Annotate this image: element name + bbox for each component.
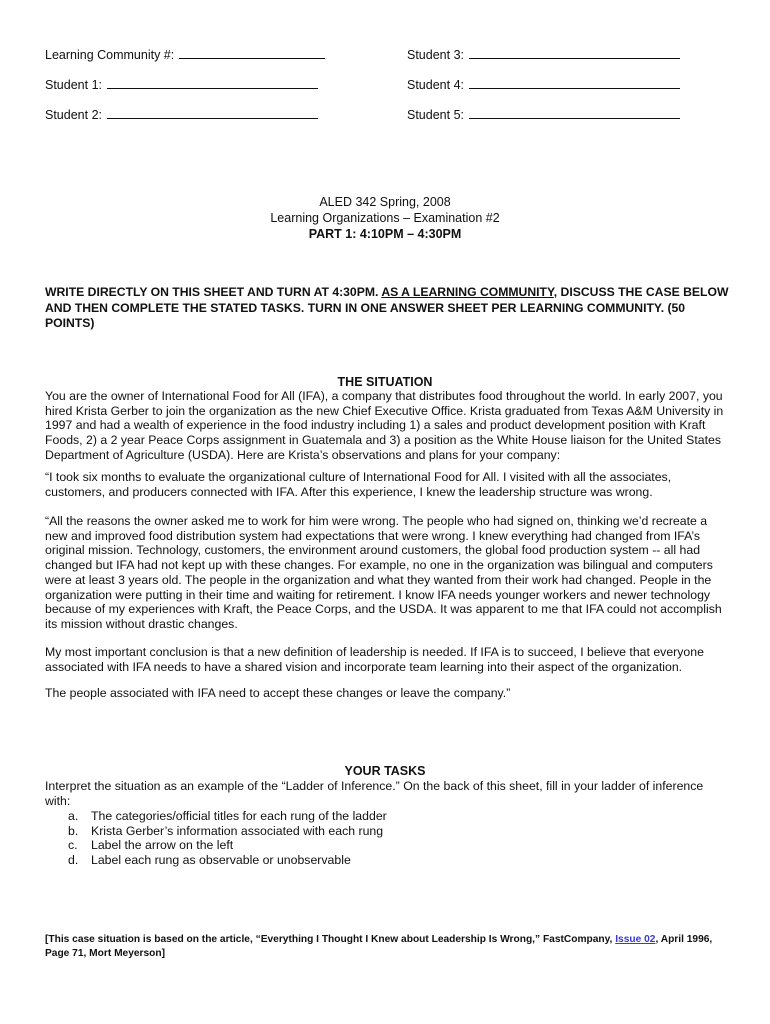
student2-field <box>45 107 318 123</box>
task-letter: d. <box>68 853 79 868</box>
student3-blank[interactable] <box>469 47 680 59</box>
instructions <box>45 285 735 332</box>
task-text: The categories/official titles for each rung of the ladder <box>91 809 387 823</box>
instructions-part1: WRITE DIRECTLY ON THIS SHEET AND TURN AT 4:30PM. <box>45 285 382 299</box>
task-text: Label the arrow on the left <box>91 838 234 853</box>
task-item-c <box>45 838 730 853</box>
student4-field <box>407 77 680 93</box>
learning-community-label: Learning Community #: <box>45 48 175 62</box>
learning-community-field <box>45 47 325 63</box>
situation-paragraph-1: You are the owner of International Food for All (IFA), a company that distributes food throughout the world. In early 2007, you hired Krista Gerber to join the organization as the new Chief Executive Office. Krista graduated from Texas A&M University in 1997 and had a wealth of experience in the food industry including 1) a sales and product development position with Kraft Foods, 2) a 2 year Peace Corps assignment in Guatemala and 3) a position as the White House liaison for the United States Department of Agriculture (USDA). Here are Krista’s observations and plans for your company: <box>45 389 724 462</box>
task-item-a <box>45 809 730 824</box>
instructions-underlined: AS A LEARNING COMMUNITY <box>381 285 554 299</box>
situation-paragraph-3: “All the reasons the owner asked me to work for him were wrong. The people who had signed on, thinking we’d recreate a new and improved food distribution system had expectations that were wrong. I knew everything had changed from IFA’s original mission. Technology, customers, the environment around customers, the global food production system -- all had changed but IFA had not kept up with these changes. For example, no one in the organization was bilingual and computers were at least 3 years old. The people in the organization and what they wanted from their work had changed. People in the organization were putting in their time and waiting for retirement. I know IFA needs younger workers and newer technology because of my experiences with Kraft, the Peace Corps, and the USDA. It was apparent to me that IFA could not accomplish its mission without drastic changes. <box>45 514 722 631</box>
citation-footer <box>45 933 730 961</box>
exam-title: Learning Organizations – Examination #2 <box>270 211 500 225</box>
student2-blank[interactable] <box>107 107 318 119</box>
student2-label: Student 2: <box>45 108 102 122</box>
task-text: Krista Gerber’s information associated with each rung <box>91 823 384 838</box>
issue-link[interactable]: Issue 02 <box>615 934 656 945</box>
student3-field <box>407 47 680 63</box>
student5-blank[interactable] <box>469 107 680 119</box>
task-text: Label each rung as observable or unobservable <box>91 853 351 868</box>
task-letter: b. <box>68 823 79 838</box>
tasks-intro: Interpret the situation as an example of the “Ladder of Inference.” On the back of this sheet, fill in your ladder of inference with: <box>45 779 704 808</box>
task-letter: c. <box>68 838 78 853</box>
task-item-b <box>45 824 730 839</box>
student5-field <box>407 107 680 123</box>
student1-field <box>45 77 318 93</box>
student4-label: Student 4: <box>407 78 464 92</box>
citation-part2: , April 1996, Page 71, Mort Meyerson] <box>45 934 713 959</box>
situation-paragraph-4: My most important conclusion is that a new definition of leadership is needed. If IFA is to succeed, I believe that everyone associated with IFA needs to have a shared vision and incorporate team learning into their aspect of the organization. <box>45 645 704 674</box>
student4-blank[interactable] <box>469 77 680 89</box>
student3-label: Student 3: <box>407 48 464 62</box>
course-title: ALED 342 Spring, 2008 <box>319 195 451 209</box>
part-title: PART 1: 4:10PM – 4:30PM <box>308 227 462 241</box>
task-letter: a. <box>68 809 79 823</box>
situation-paragraph-5: The people associated with IFA need to accept these changes or leave the company.” <box>45 686 511 700</box>
student1-label: Student 1: <box>45 78 102 92</box>
situation-paragraph-2: “I took six months to evaluate the organizational culture of International Food for All. I visited with all the associates, customers, and producers connected with IFA. After this experience, I knew the leadership structure was wrong. <box>45 470 672 499</box>
tasks-heading: YOUR TASKS <box>344 764 426 778</box>
task-item-d <box>45 853 730 868</box>
learning-community-blank[interactable] <box>179 47 325 59</box>
situation-heading: THE SITUATION <box>337 375 433 389</box>
student5-label: Student 5: <box>407 108 464 122</box>
tasks-list <box>45 809 730 868</box>
student1-blank[interactable] <box>107 77 318 89</box>
citation-part1: [This case situation is based on the article, “Everything I Thought I Knew about Leadership Is Wrong,” FastCompany, <box>45 934 616 945</box>
instructions-part2: , DISCUSS THE CASE BELOW AND THEN COMPLETE THE STATED TASKS. TURN IN ONE ANSWER SHEET PER LEARNING COMMUNITY. (50 POINTS) <box>45 285 729 330</box>
